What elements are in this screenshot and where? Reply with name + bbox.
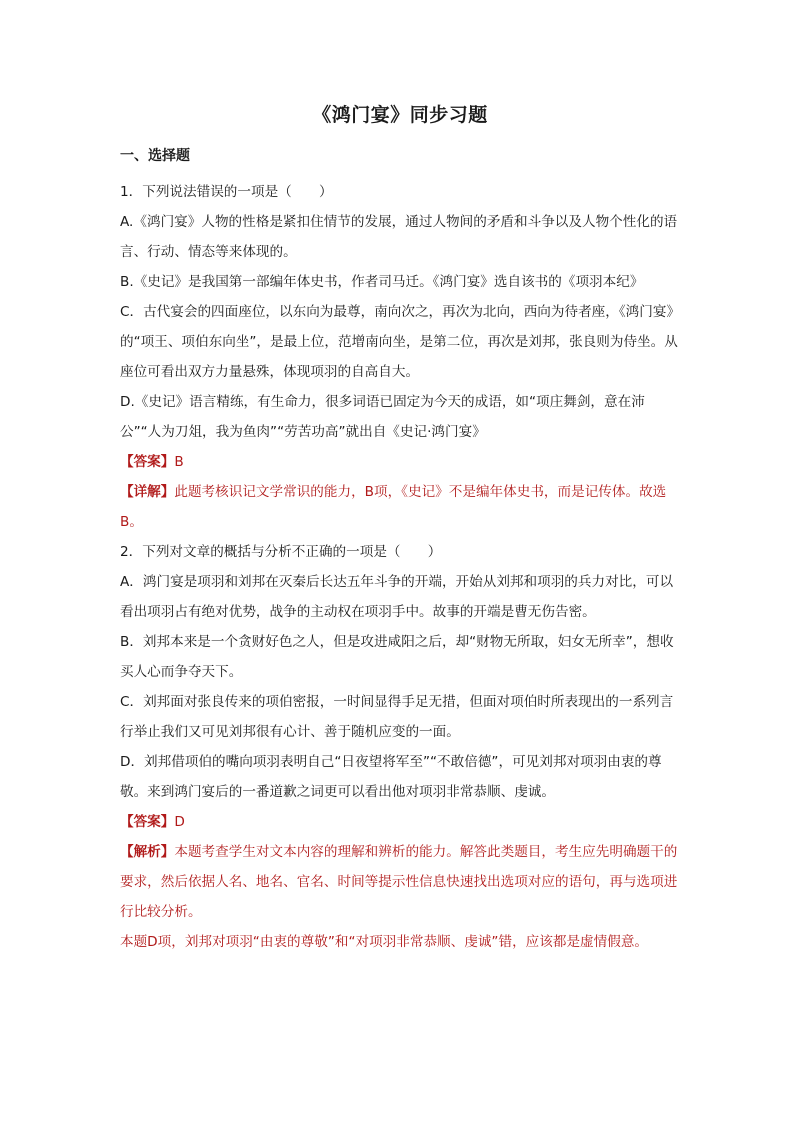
q1-option-d: D.《史记》语言精练，有生命力，很多词语已固定为今天的成语，如“项庄舞剑，意在沛公”“人为刀俎，我为鱼肉”“劳苦功高”就出自《史记·鸿门宴》 (120, 394, 645, 440)
q2-explanation (120, 837, 680, 927)
q2-explain-tag: 【解析】 (120, 844, 175, 860)
q2-option-c: C．刘邦面对张良传来的项伯密报，一时间显得手足无措，但面对项伯时所表现出的一系列言行举止我们又可见刘邦很有心计、善于随机应变的一面。 (120, 694, 674, 740)
section-heading: 一、选择题 (120, 148, 190, 164)
q2-explanation-detail: 本题D项，刘邦对项羽“由衷的尊敬”和“对项羽非常恭顺、虔诚”错，应该都是虚情假意。 (120, 934, 649, 950)
question-content (120, 177, 680, 957)
q2-answer (120, 807, 680, 837)
q2-stem: 2．下列对文章的概括与分析不正确的一项是（ ） (120, 544, 442, 560)
q2-answer-tag: 【答案】 (120, 814, 175, 830)
q1-explain-text: 此题考核识记文学常识的能力，B项，《史记》不是编年体史书，而是记传体。故选B。 (120, 484, 667, 530)
q1-answer (120, 447, 680, 477)
document-title: 《鸿门宴》同步习题 (312, 104, 488, 126)
q1-answer-value: B (174, 454, 184, 470)
q1-answer-tag: 【答案】 (120, 454, 175, 470)
q1-explain-tag: 【详解】 (120, 484, 175, 500)
q1-option-a: A.《鸿门宴》人物的性格是紧扣住情节的发展，通过人物间的矛盾和斗争以及人物个性化的语言、行动、情态等来体现的。 (120, 214, 678, 260)
q1-option-c: C．古代宴会的四面座位，以东向为最尊，南向次之，再次为北向，西向为待者座，《鸿门宴》的“项王、项伯东向坐”，是最上位，范增南向坐，是第二位，再次是刘邦，张良则为侍坐。从座位可看出双方力量悬殊，体现项羽的自高自大。 (120, 304, 678, 380)
q2-explain-text: 本题考查学生对文本内容的理解和辨析的能力。解答此类题目，考生应先明确题干的要求，然后依据人名、地名、官名、时间等提示性信息快速找出选项对应的语句，再与选项进行比较分析。 (120, 844, 678, 920)
q2-answer-value: D (174, 814, 185, 830)
q2-option-b: B．刘邦本来是一个贪财好色之人，但是攻进咸阳之后，却“财物无所取，妇女无所幸”，想收买人心而争夺天下。 (120, 634, 674, 680)
q2-option-d: D．刘邦借项伯的嘴向项羽表明自己“日夜望将军至”“不敢倍德”，可见刘邦对项羽由衷的尊敬。来到鸿门宴后的一番道歉之词更可以看出他对项羽非常恭顺、虔诚。 (120, 754, 662, 800)
q1-stem: 1．下列说法错误的一项是（ ） (120, 184, 333, 200)
q1-explanation (120, 477, 680, 537)
q2-option-a: A．鸿门宴是项羽和刘邦在灭秦后长达五年斗争的开端，开始从刘邦和项羽的兵力对比，可以看出项羽占有绝对优势，战争的主动权在项羽手中。故事的开端是曹无伤告密。 (120, 574, 674, 620)
q1-option-b: B.《史记》是我国第一部编年体史书，作者司马迁。《鸿门宴》选自该书的《项羽本纪》 (120, 274, 644, 290)
